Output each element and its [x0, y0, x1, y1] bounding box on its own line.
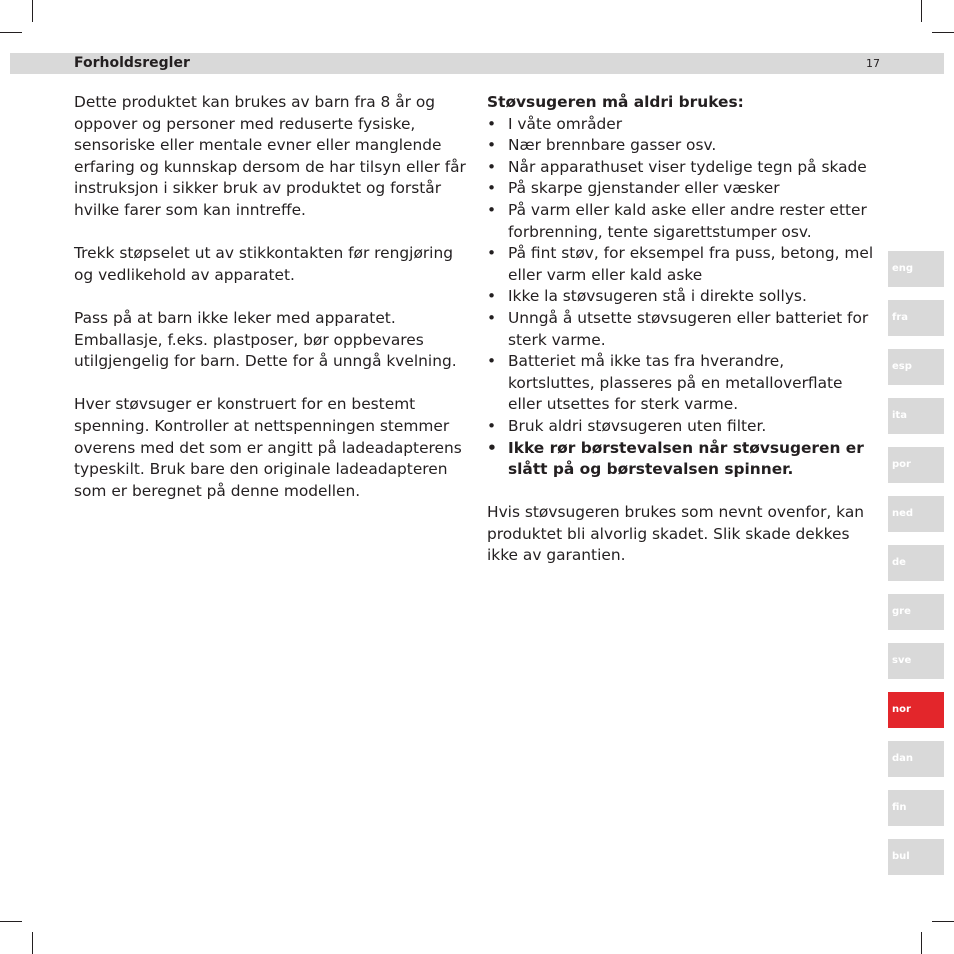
crop-mark [932, 921, 954, 922]
warning-list [487, 114, 875, 481]
paragraph: Hver støvsuger er konstruert for en bestemt spenning. Kontroller at nettspenningen stemmer overens med det som er angitt på ladeadapterens typeskilt. Bruk bare den originale ladeadapteren som er beregnet på denne modellen. [74, 395, 462, 500]
lang-tab-nor[interactable]: nor [888, 692, 944, 728]
list-item [487, 157, 875, 179]
list-item-text: Når apparathuset viser tydelige tegn på skade [508, 157, 867, 176]
list-item [487, 200, 875, 243]
bullet-icon: • [487, 416, 497, 435]
lang-tab-gre[interactable]: gre [888, 594, 944, 630]
lang-tab-dan[interactable]: dan [888, 741, 944, 777]
list-item [487, 416, 875, 438]
list-item-text: Batteriet må ikke tas fra hverandre, kortsluttes, plasseres på en metalloverflate eller utsettes for sterk varme. [508, 352, 843, 414]
lang-tab-por[interactable]: por [888, 447, 944, 483]
list-item [487, 308, 875, 351]
lang-tab-esp[interactable]: esp [888, 349, 944, 385]
list-item-text: Ikke rør børstevalsen når støvsugeren er slått på og børstevalsen spinner. [508, 438, 864, 479]
bullet-icon: • [487, 136, 497, 155]
lang-tab-fin[interactable]: fin [888, 790, 944, 826]
lang-tab-bul[interactable]: bul [888, 839, 944, 875]
crop-mark [0, 32, 22, 33]
page-number: 17 [866, 57, 880, 70]
lang-tab-eng[interactable]: eng [888, 251, 944, 287]
paragraph: Dette produktet kan brukes av barn fra 8 år og oppover og personer med reduserte fysiske, sensoriske eller mentale evner eller manglende erfaring og kunnskap dersom de har tilsyn eller får instruksjon i sikker bruk av produktet og forstår hvilke farer som kan inntreffe. [74, 93, 466, 219]
bullet-icon: • [487, 114, 497, 133]
left-column [74, 92, 474, 524]
list-item-text: Ikke la støvsugeren stå i direkte sollys. [508, 287, 807, 306]
list-item-text: Unngå å utsette støvsugeren eller batteriet for sterk varme. [508, 308, 869, 349]
list-item-text: På fint støv, for eksempel fra puss, betong, mel eller varm eller kald aske [508, 244, 874, 284]
lang-tab-ita[interactable]: ita [888, 398, 944, 434]
list-item [487, 114, 875, 136]
crop-mark [32, 0, 33, 22]
list-item-text: Nær brennbare gasser osv. [508, 136, 717, 155]
crop-mark [32, 932, 33, 954]
language-tabs [888, 251, 944, 888]
lang-tab-de[interactable]: de [888, 545, 944, 581]
bullet-icon: • [487, 157, 497, 176]
list-item-text: I våte områder [508, 114, 623, 133]
lang-tab-sve[interactable]: sve [888, 643, 944, 679]
lang-tab-ned[interactable]: ned [888, 496, 944, 532]
paragraph: Trekk støpselet ut av stikkontakten før rengjøring og vedlikehold av apparatet. [74, 244, 453, 284]
bullet-icon: • [487, 200, 497, 219]
list-item-bold [487, 438, 875, 481]
list-item [487, 286, 875, 308]
crop-mark [932, 32, 954, 33]
paragraph: Pass på at barn ikke leker med apparatet. Emballasje, f.eks. plastposer, bør oppbevares utilgjengelig for barn. Dette for å unngå kvelning. [74, 308, 457, 371]
list-item [487, 351, 875, 416]
section-heading: Støvsugeren må aldri brukes: [487, 93, 744, 111]
crop-mark [921, 0, 922, 22]
right-column [487, 92, 875, 589]
page-title: Forholdsregler [74, 55, 190, 71]
bullet-icon: • [487, 287, 497, 306]
list-item [487, 243, 875, 286]
bullet-icon: • [487, 352, 497, 371]
list-item-text: Bruk aldri støvsugeren uten filter. [508, 416, 767, 435]
closing-paragraph: Hvis støvsugeren brukes som nevnt ovenfor, kan produktet bli alvorlig skadet. Slik skade dekkes ikke av garantien. [487, 503, 865, 565]
bullet-icon: • [487, 438, 497, 457]
bullet-icon: • [487, 244, 497, 263]
list-item-text: På varm eller kald aske eller andre rester etter forbrenning, tente sigarettstumper osv. [508, 200, 867, 241]
list-item [487, 135, 875, 157]
bullet-icon: • [487, 308, 497, 327]
list-item-text: På skarpe gjenstander eller væsker [508, 179, 780, 198]
list-item [487, 178, 875, 200]
crop-mark [921, 932, 922, 954]
bullet-icon: • [487, 179, 497, 198]
crop-mark [0, 921, 22, 922]
lang-tab-fra[interactable]: fra [888, 300, 944, 336]
